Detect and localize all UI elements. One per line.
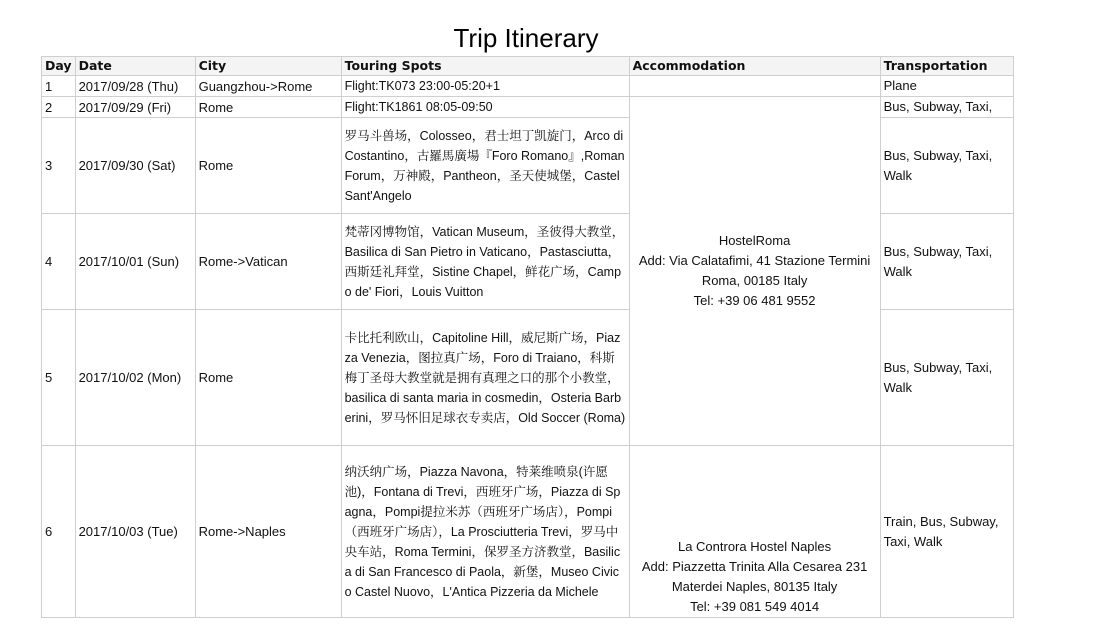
table-row	[42, 446, 1014, 618]
accommodation-name: HostelRoma	[718, 233, 791, 248]
city-cell[interactable]: Rome	[195, 118, 341, 214]
column-header-accommodation[interactable]: Accommodation	[629, 57, 880, 76]
day-cell[interactable]: 5	[42, 310, 76, 446]
column-header-transportation[interactable]: Transportation	[880, 57, 1013, 76]
table-row	[42, 97, 1014, 118]
column-header-day[interactable]: Day	[42, 57, 76, 76]
date-cell[interactable]: 2017/10/01 (Sun)	[75, 214, 195, 310]
date-cell[interactable]: 2017/10/03 (Tue)	[75, 446, 195, 618]
day-cell[interactable]: 1	[42, 76, 76, 97]
accommodation-cell-naples[interactable]	[629, 446, 880, 618]
column-header-city[interactable]: City	[195, 57, 341, 76]
date-cell[interactable]: 2017/09/29 (Fri)	[75, 97, 195, 118]
touring-spots-cell[interactable]: 梵蒂冈博物馆，Vatican Museum，圣彼得大教堂，Basilica di San Pietro in Vaticano，Pastasciutta，西斯廷礼拜堂，Sistine Chapel，鲜花广场，Campo de' Fiori，Louis Vuitton	[341, 214, 629, 310]
column-header-date[interactable]: Date	[75, 57, 195, 76]
touring-spots-cell[interactable]: 纳沃纳广场，Piazza Navona，特莱维喷泉(许愿池)，Fontana di Trevi，西班牙广场，Piazza di Spagna，Pompi提拉米苏（西班牙广场店），Pompi（西班牙广场店），La Prosciutteria Trevi，罗马中央车站，Roma Termini，保罗圣方济教堂，Basilica di San Francesco di Paola，新堡，Museo Civico Castel Nuovo，L'Antica Pizzeria da Michele	[341, 446, 629, 618]
day-cell[interactable]: 3	[42, 118, 76, 214]
accommodation-city: Materdei Naples, 80135 Italy	[671, 579, 838, 594]
transportation-cell[interactable]: Bus, Subway, Taxi,	[880, 97, 1013, 118]
touring-spots-cell[interactable]: 罗马斗兽场，Colosseo，君士坦丁凯旋门，Arco di Costantino，古羅馬廣場『Foro Romano』,Roman Forum，万神殿，Pantheon，圣天使城堡，Castel Sant'Angelo	[341, 118, 629, 214]
transportation-cell[interactable]: Bus, Subway, Taxi, Walk	[880, 214, 1013, 310]
touring-spots-cell[interactable]: 卡比托利欧山，Capitoline Hill，威尼斯广场，Piazza Venezia，图拉真广场，Foro di Traiano，科斯梅丁圣母大教堂就是拥有真理之口的那个小教堂，basilica di santa maria in cosmedin，Osteria Barberini，罗马怀旧足球衣专卖店，Old Soccer (Roma)	[341, 310, 629, 446]
table-row	[42, 76, 1014, 97]
page-title: Trip Itinerary	[453, 23, 599, 53]
city-cell[interactable]: Guangzhou->Rome	[195, 76, 341, 97]
accommodation-cell-rome[interactable]	[629, 97, 880, 446]
transportation-cell[interactable]: Train, Bus, Subway, Taxi, Walk	[880, 446, 1013, 618]
accommodation-phone: Tel: +39 081 549 4014	[690, 599, 820, 614]
accommodation-phone: Tel: +39 06 481 9552	[693, 293, 816, 308]
touring-spots-cell[interactable]: Flight:TK073 23:00-05:20+1	[341, 76, 629, 97]
day-cell[interactable]: 6	[42, 446, 76, 618]
city-cell[interactable]: Rome->Vatican	[195, 214, 341, 310]
day-cell[interactable]: 2	[42, 97, 76, 118]
date-cell[interactable]: 2017/09/30 (Sat)	[75, 118, 195, 214]
accommodation-address: Add: Piazzetta Trinita Alla Cesarea 231	[641, 559, 868, 574]
date-cell[interactable]: 2017/10/02 (Mon)	[75, 310, 195, 446]
city-cell[interactable]: Rome	[195, 310, 341, 446]
column-header-touring-spots[interactable]: Touring Spots	[341, 57, 629, 76]
accommodation-name: La Controra Hostel Naples	[677, 539, 832, 554]
date-cell[interactable]: 2017/09/28 (Thu)	[75, 76, 195, 97]
transportation-cell[interactable]: Bus, Subway, Taxi, Walk	[880, 310, 1013, 446]
itinerary-table	[41, 56, 1014, 618]
day-cell[interactable]: 4	[42, 214, 76, 310]
touring-spots-cell[interactable]: Flight:TK1861 08:05-09:50	[341, 97, 629, 118]
transportation-cell[interactable]: Plane	[880, 76, 1013, 97]
transportation-cell[interactable]: Bus, Subway, Taxi, Walk	[880, 118, 1013, 214]
accommodation-city: Roma, 00185 Italy	[701, 273, 808, 288]
accommodation-address: Add: Via Calatafimi, 41 Stazione Termini	[638, 253, 871, 268]
header-row	[42, 57, 1014, 76]
accommodation-cell-empty[interactable]	[629, 76, 880, 97]
city-cell[interactable]: Rome	[195, 97, 341, 118]
city-cell[interactable]: Rome->Naples	[195, 446, 341, 618]
